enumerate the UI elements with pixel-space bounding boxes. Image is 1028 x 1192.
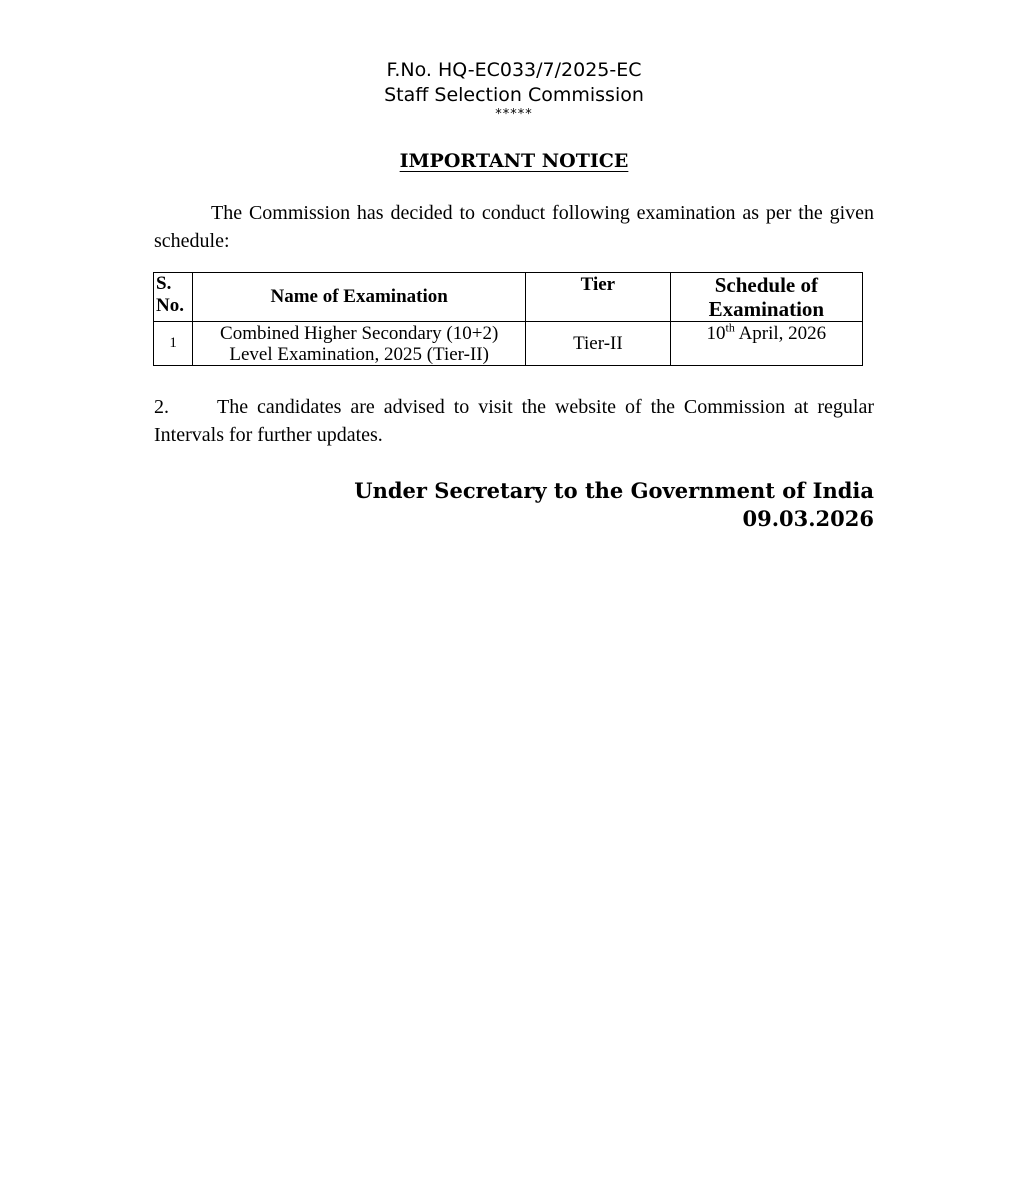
notice-date: 09.03.2026 [742,506,874,531]
schedule-day: 10 [706,323,726,344]
intro-paragraph: The Commission has decided to conduct following examination as per the given schedule: [154,202,874,252]
document-header [0,58,1028,122]
exam-name-line1: Combined Higher Secondary (10+2) [220,322,499,344]
table-row [154,322,863,366]
signature-block [154,477,874,533]
paragraph-number: 2. [154,396,169,418]
cell-schedule [670,322,862,366]
advisory-paragraph [154,393,874,449]
header-exam-name: Name of Examination [193,273,526,322]
exam-name-line2: Level Examination, 2025 (Tier-II) [229,343,489,365]
file-number: F.No. HQ-EC033/7/2025-EC [386,59,642,81]
signatory-designation: Under Secretary to the Government of India [354,478,874,503]
cell-exam-name [193,322,526,366]
schedule-month-year: April, 2026 [734,323,827,344]
cell-sno: 1 [154,322,193,366]
header-schedule: Schedule of Examination [670,273,862,322]
exam-schedule-table [153,272,863,366]
header-tier: Tier [526,273,671,322]
header-sno: S. No. [154,273,193,322]
notice-title: IMPORTANT NOTICE [399,150,629,172]
organization-name: Staff Selection Commission [384,84,644,106]
advisory-text: The candidates are advised to visit the website of the Commission at regular Intervals for further updates. [154,396,874,446]
table-header-row [154,273,863,322]
cell-tier: Tier-II [526,322,671,366]
header-separator: ***** [495,107,533,122]
schedule-day-suffix: th [725,320,735,335]
